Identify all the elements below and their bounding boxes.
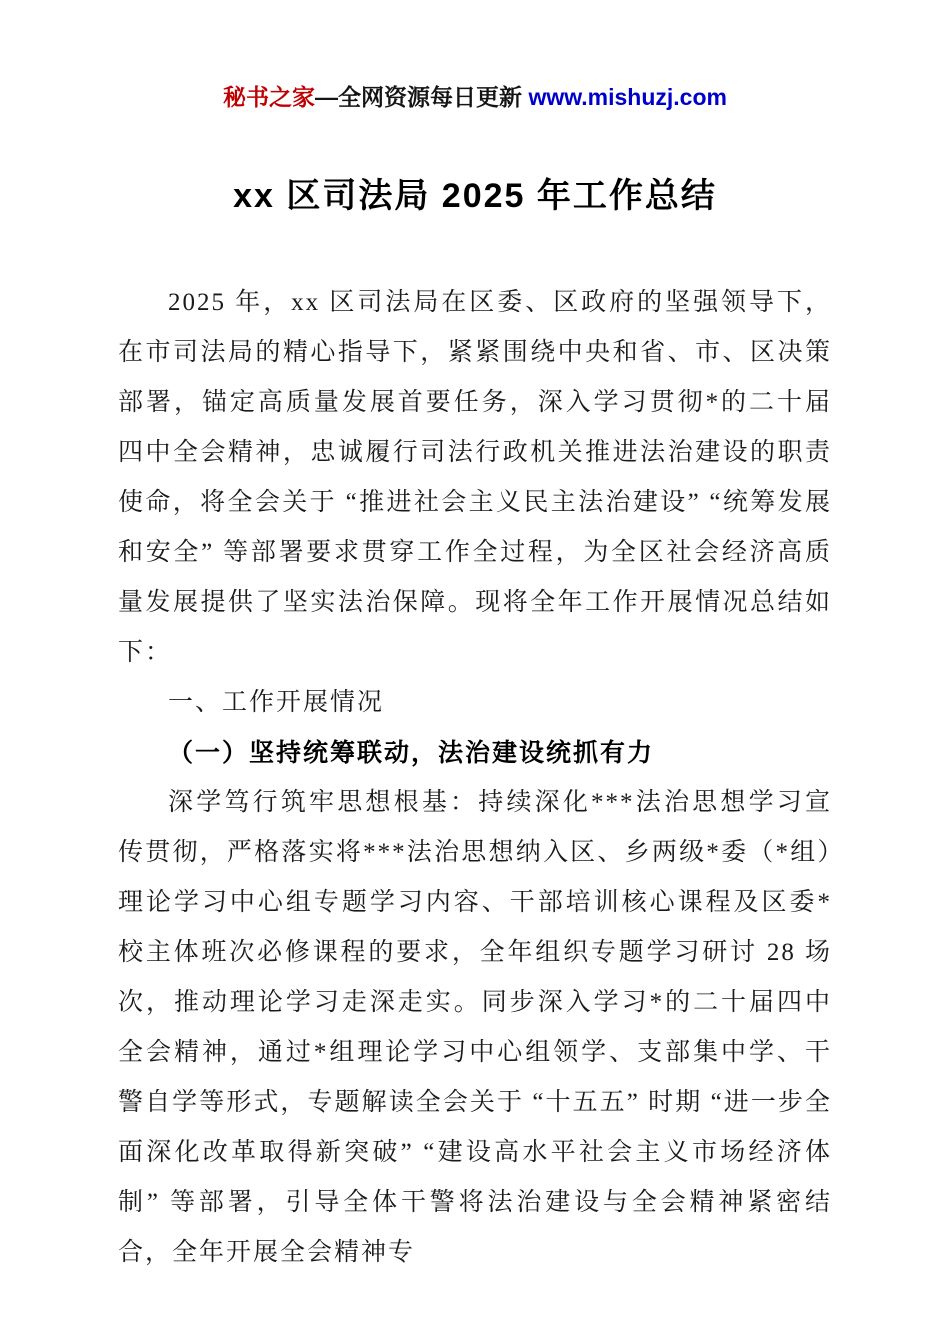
site-header — [118, 82, 832, 112]
site-tagline: —全网资源每日更新 — [315, 84, 529, 110]
subsection-heading: （一）坚持统筹联动，法治建设统抓有力 — [168, 739, 655, 767]
site-url-link[interactable]: www.mishuzj.com — [528, 84, 727, 110]
document-title: xx 区司法局 2025 年工作总结 — [233, 177, 717, 215]
paragraph-detail: 深学笃行筑牢思想根基：持续深化***法治思想学习宣传贯彻，严格落实将***法治思想纳入区、乡两级*委（*组）理论学习中心组专题学习内容、干部培训核心课程及区委*校主体班次必修课程的要求，全年组织专题学习研讨 28 场次，推动理论学习走深走实。同步深入学习*的二十届四中全会精神，通过*组理论学习中心组领学、支部集中学、干警自学等形式，专题解读全会关于 “十五五” 时期 “进一步全面深化改革取得新突破” “建设高水平社会主义市场经济体制” 等部署，引导全体干警将法治建设与全会精神紧密结合，全年开展全会精神专 — [118, 789, 832, 1266]
site-brand: 秘书之家 — [223, 84, 316, 110]
section-heading: 一、工作开展情况 — [168, 689, 385, 716]
paragraph-intro: 2025 年，xx 区司法局在区委、区政府的坚强领导下，在市司法局的精心指导下，紧紧围绕中央和省、市、区决策部署，锚定高质量发展首要任务，深入学习贯彻*的二十届四中全会精神，忠诚履行司法行政机关推进法治建设的职责使命，将全会关于 “推进社会主义民主法治建设” “统筹发展和安全” 等部署要求贯穿工作全过程，为全区社会经济高质量发展提供了坚实法治保障。现将全年工作开展情况总结如下： — [118, 289, 832, 666]
document-body — [118, 278, 832, 1278]
